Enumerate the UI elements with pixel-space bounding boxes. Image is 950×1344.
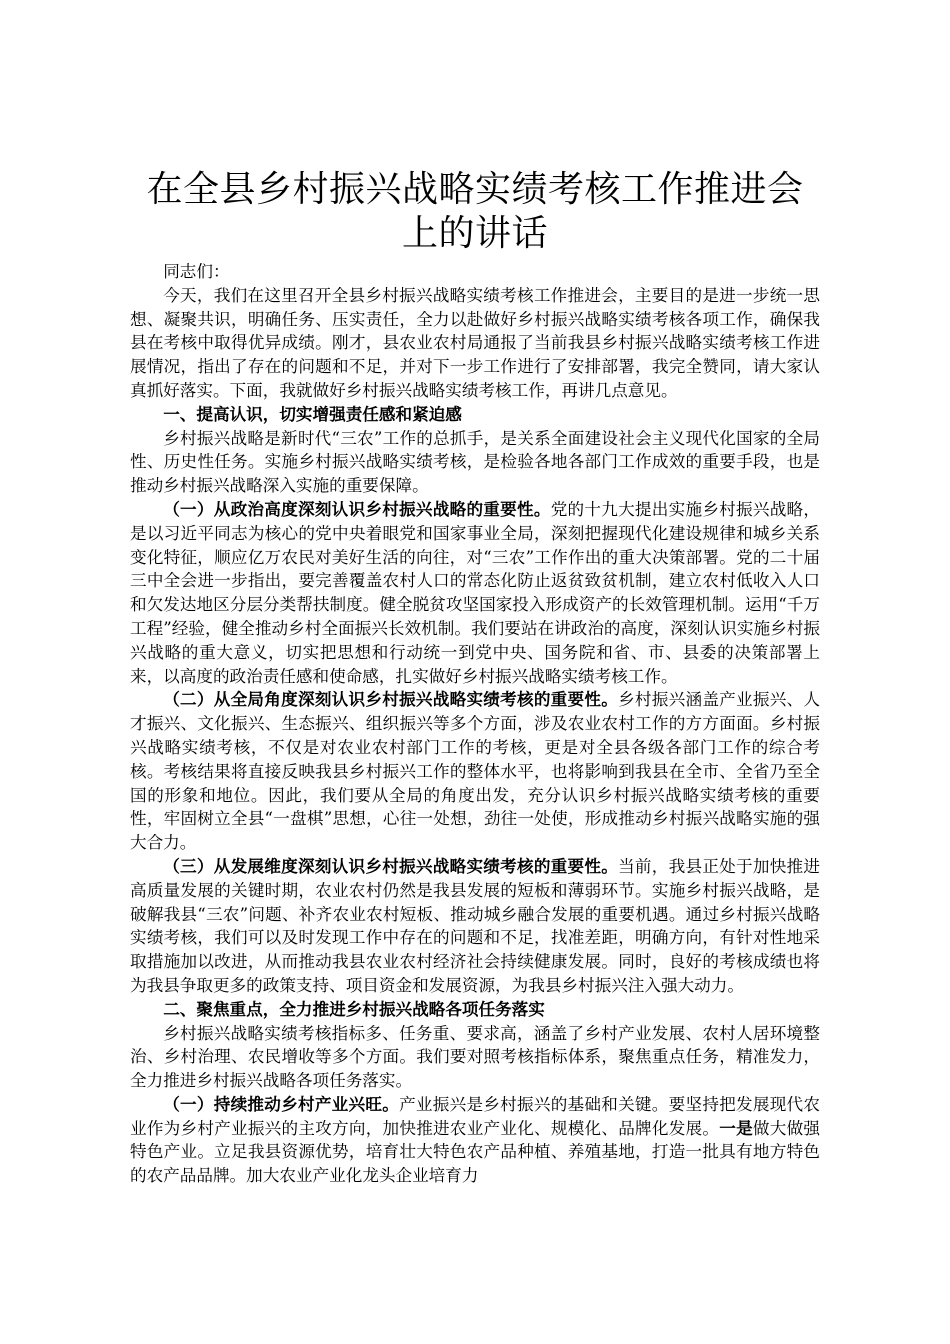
document-page: [130, 168, 820, 1188]
salutation: 同志们：: [163, 262, 230, 281]
item-body: 乡村振兴涵盖产业振兴、人才振兴、文化振兴、生态振兴、组织振兴等多个方面，涉及农业农村工作的方方面面。乡村振兴战略实绩考核，不仅是对农业农村部门工作的考核，更是对全县各级各部门工作的综合考核。考核结果将直接反映我县乡村振兴工作的整体水平，也将影响到我县在全市、全省乃至全国的形象和地位。因此，我们要从全局的角度出发，充分认识乡村振兴战略实绩考核的重要性，牢固树立全县“一盘棋”思想，心往一处想，劲往一处使，形成推动乡村振兴战略实施的强大合力。: [130, 690, 820, 853]
document-title: 在全县乡村振兴战略实绩考核工作推进会上的讲话: [146, 169, 804, 254]
intro-paragraph: 今天，我们在这里召开全县乡村振兴战略实绩考核工作推进会，主要目的是进一步统一思想、凝聚共识，明确任务、压实责任，全力以赴做好乡村振兴战略实绩考核各项工作，确保我县在考核中取得优异成绩。刚才，县农业农村局通报了当前我县乡村振兴战略实绩考核工作进展情况，指出了存在的问题和不足，并对下一步工作进行了安排部署，我完全赞同，请大家认真抓好落实。下面，我就做好乡村振兴战略实绩考核工作，再讲几点意见。: [130, 285, 820, 400]
section-2-lead: 乡村振兴战略实绩考核指标多、任务重、要求高，涵盖了乡村产业发展、农村人居环境整治、乡村治理、农民增收等多个方面。我们要对照考核指标体系，聚焦重点任务，精准发力，全力推进乡村振兴战略各项任务落实。: [130, 1023, 820, 1091]
item-heading: （一）持续推动乡村产业兴旺。: [163, 1093, 400, 1114]
item-body: 党的十九大提出实施乡村振兴战略，是以习近平同志为核心的党中央着眼党和国家事业全局，深刻把握现代化建设规律和城乡关系变化特征，顺应亿万农民对美好生活的向往，对“三农”工作作出的重大决策部署。党的二十届三中全会进一步指出，要完善覆盖农村人口的常态化防止返贫致贫机制，建立农村低收入人口和欠发达地区分层分类帮扶制度。健全脱贫攻坚国家投入形成资产的长效管理机制。运用“千万工程”经验，健全推动乡村全面振兴长效机制。我们要站在讲政治的高度，深刻认识实施乡村振兴战略的重大意义，切实把思想和行动统一到党中央、国务院和省、市、县委的决策部署上来，以高度的政治责任感和使命感，扎实做好乡村振兴战略实绩考核工作。: [130, 499, 820, 686]
section-1-item-2: [130, 688, 820, 855]
section-2-item-1: [130, 1093, 820, 1188]
section-1-item-1: [130, 498, 820, 688]
section-1-lead: 乡村振兴战略是新时代“三农”工作的总抓手，是关系全面建设社会主义现代化国家的全局性、历史性任务。实施乡村振兴战略实绩考核，是检验各地各部门工作成效的重要手段，也是推动乡村振兴战略深入实施的重要保障。: [130, 428, 820, 496]
section-1-item-3: [130, 855, 820, 998]
section-heading-1: 一、提高认识，切实增强责任感和紧迫感: [163, 403, 462, 424]
item-body: 产业振兴是乡村振兴的基础和关键。要坚持把发展现代农业作为乡村产业振兴的主攻方向，加快推进农业产业化、规模化、品牌化发展。: [130, 1094, 821, 1138]
item-body: 当前，我县正处于加快推进高质量发展的关键时期，农业农村仍然是我县发展的短板和薄弱环节。实施乡村振兴战略，是破解我县“三农”问题、补齐农业农村短板、推动城乡融合发展的重要机遇。通过乡村振兴战略实绩考核，我们可以及时发现工作中存在的问题和不足，找准差距，明确方向，有针对性地采取措施加以改进，从而推动我县农业农村经济社会持续健康发展。同时，良好的考核成绩也将为我县争取更多的政策支持、项目资金和发展资源，为我县乡村振兴注入强大动力。: [130, 856, 820, 995]
item-emphasis: 一是: [719, 1117, 753, 1138]
item-body: 做大做强特色产业。立足我县资源优势，培育壮大特色农产品种植、养殖基地，打造一批具有地方特色的农产品品牌。加大农业产业化龙头企业培育力: [130, 1118, 821, 1186]
section-heading-2: 二、聚焦重点，全力推进乡村振兴战略各项任务落实: [163, 998, 545, 1019]
item-heading: （一）从政治高度深刻认识乡村振兴战略的重要性。: [163, 498, 551, 519]
item-heading: （三）从发展维度深刻认识乡村振兴战略实绩考核的重要性。: [163, 855, 619, 876]
item-heading: （二）从全局角度深刻认识乡村振兴战略实绩考核的重要性。: [163, 689, 619, 710]
